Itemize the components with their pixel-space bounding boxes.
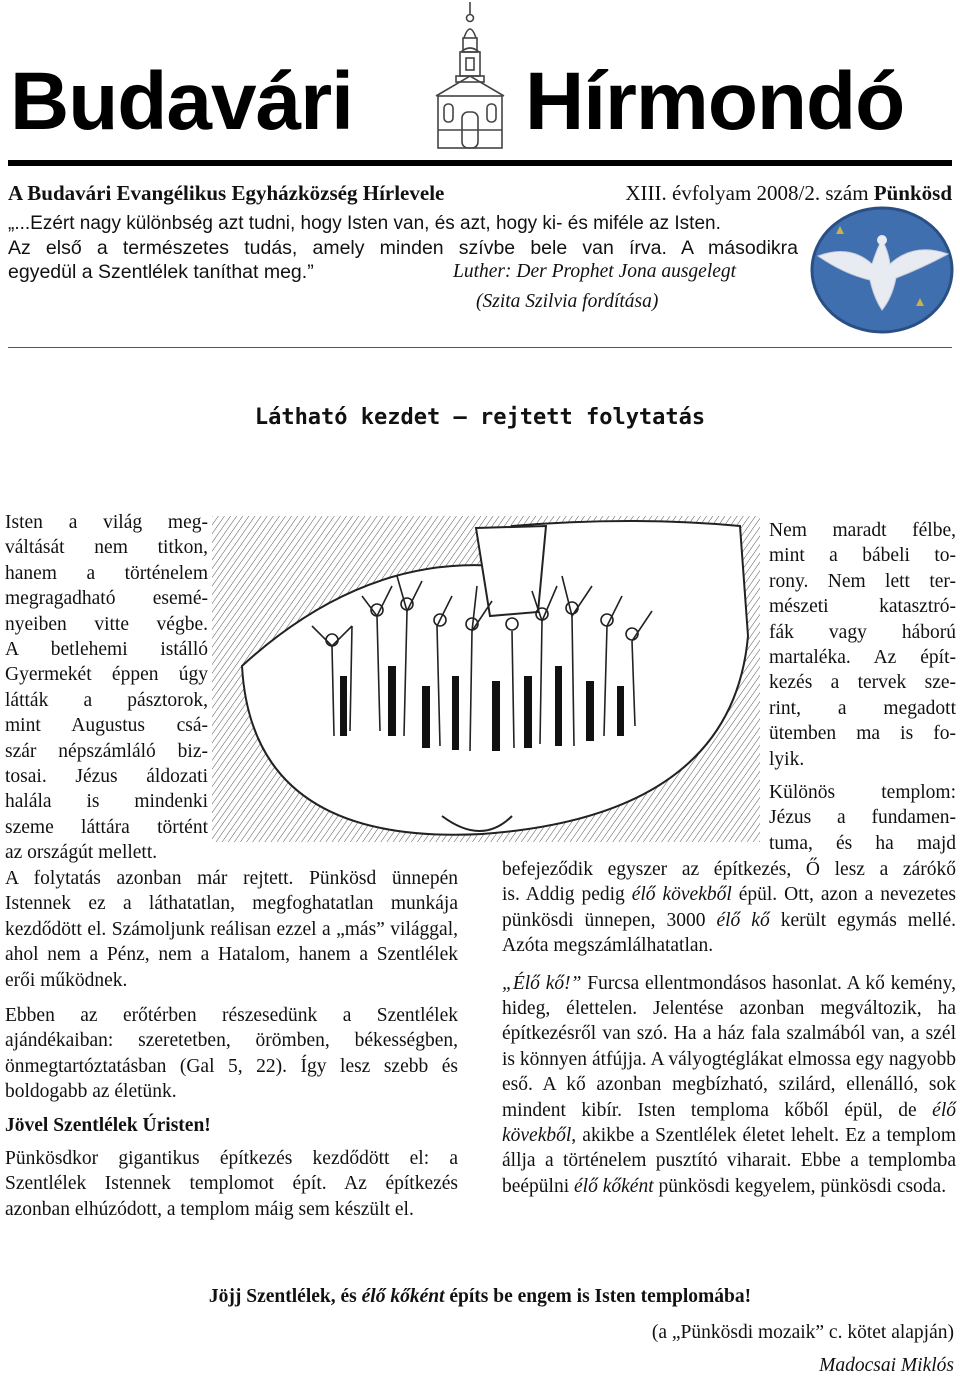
text-line: A betlehemi istálló: [5, 639, 208, 661]
quote-translator: (Szita Szilvia fordítása): [476, 291, 659, 312]
paragraph: „Élő kő!” Furcsa ellentmondásos hasonlat. A kő kemény, hideg, élettelen. Jelentése azonban megváltozik, ha építkezésről van szó. Ha a ház fala szalmából van, a szél is könnyen átfújja. A vályogtéglákat elmossa egy nagyobb eső. A kő azonban megbízható, szilárd, ellenálló, sok mindent kibír. Isten temploma kőből épül, de élő kövekből, akikbe a Szentlélek életet lehelt. Ez a templom állja a történelem pusztító viharait. Ebbe a templomba beépülni élő kőként pünkösdi kegyelem, pünkösdi csoda.: [502, 972, 957, 1197]
text-line: hanem a történelem: [5, 562, 208, 584]
text-line: látták a pásztorok,: [5, 689, 208, 711]
section-divider: [8, 347, 952, 348]
text-line: szár népszámláló biz-: [5, 740, 208, 762]
text-line: mint a bábeli to-: [769, 545, 956, 567]
closing-prayer: Jöjj Szentlélek, és élő kőként építs be engem is Isten templomába!: [208, 1286, 752, 1307]
left-column-bottom: [5, 866, 458, 1222]
paragraph: A folytatás azonban már rejtett. Pünkösd ünnepén Istennek ez a láthatatlan, megfoghatatlan munkája kezdődött el. Számoljunk reálisan ezzel a „más” világgal, ahol nem a Pénz, nem a Hatalom, hanem a Szentlélek erői működnek.: [5, 868, 458, 991]
text-line: Különös templom:: [769, 782, 956, 804]
paragraph: is. Addig pedig élő kövekből épül. Ott, azon a nevezetes pünkösdi ünnepen, 3000 élő kő került egymás mellé. Azóta megszámlálhatatlan.: [502, 884, 956, 957]
invocation: Jövel Szentlélek Úristen!: [5, 1114, 211, 1136]
author-name: Madocsai Miklós: [819, 1355, 954, 1376]
text-line: rony. Nem lett ter-: [769, 570, 956, 592]
newsletter-name: A Budavári Evangélikus Egyházközség Hírlevele: [8, 181, 445, 205]
masthead-title-left: Budavári: [10, 56, 353, 147]
text-line: Jézus a fundamen-: [769, 807, 956, 829]
article-title: Látható kezdet – rejtett folytatás: [254, 405, 706, 430]
masthead-rule: [8, 160, 952, 166]
text-line: megragadható esemé-: [5, 588, 208, 610]
dove-emblem: [810, 206, 954, 334]
text-line: tuma, és ha majd: [769, 832, 956, 854]
quote-line: „...Ezért nagy különbség azt tudni, hogy Isten van, és azt, hogy ki- és miféle az Isten.: [8, 213, 721, 234]
subheader: [8, 180, 952, 206]
text-line: halála is mindenki: [5, 791, 208, 813]
left-column-top: [5, 510, 208, 866]
text-line: az országút mellett.: [5, 842, 158, 864]
text-line: Nem maradt félbe,: [769, 520, 956, 541]
text-line: lyik.: [769, 748, 805, 770]
right-column-bottom: [502, 857, 956, 1199]
text-line: nyeiben vitte végbe.: [5, 613, 208, 635]
church-logo: [428, 0, 512, 150]
text-line: mint Augustus csá-: [5, 715, 208, 737]
opening-quote: [8, 212, 798, 314]
masthead-title-right: Hírmondó: [525, 56, 905, 147]
text-line: mészeti katasztró-: [769, 596, 956, 618]
issue-info: XIII. évfolyam 2008/2. szám Pünkösd: [625, 181, 952, 205]
quote-line: egyedül a Szentlélek taníthat meg.”: [8, 261, 314, 283]
text-line: tosai. Jézus áldozati: [5, 766, 208, 788]
text-line: befejeződik egyszer az építkezés, Ő lesz a zárókő: [502, 859, 956, 880]
text-line: fák vagy háború: [769, 621, 956, 643]
text-line: kezés a tervek sze-: [769, 672, 956, 694]
text-line: Isten a világ meg-: [5, 512, 208, 533]
source-note: (a „Pünkösdi mozaik” c. kötet alapján): [651, 1322, 954, 1343]
text-line: martaléka. Az épít-: [769, 647, 956, 669]
text-line: váltását nem titkon,: [5, 537, 208, 559]
right-column-top: [769, 518, 956, 856]
text-line: ütemben ma is fo-: [769, 723, 956, 745]
paragraph: Ebben az erőtérben részesedünk a Szentlélek ajándékaiban: szeretetben, örömben, békességben, önmegtartóztatásban (Gal 5, 22). Így lesz szebb és boldogabb az életünk.: [5, 1005, 458, 1103]
text-line: szeme láttára történt: [5, 816, 208, 838]
pentecost-illustration: [212, 516, 760, 842]
quote-line: Az első a természetes tudás, amely minden szívbe bele van írva. A másodikra: [8, 237, 798, 259]
text-line: Gyermekét éppen úgy: [5, 664, 208, 686]
quote-attribution: Luther: Der Prophet Jona ausgelegt: [453, 261, 737, 282]
paragraph: Pünkösdkor gigantikus építkezés kezdődött el: a Szentlélek Istennek templomot épít. Az építkezés azonban elhúzódott, a templom máig sem készült el.: [5, 1148, 458, 1220]
text-line: rint, a megadott: [769, 697, 956, 719]
